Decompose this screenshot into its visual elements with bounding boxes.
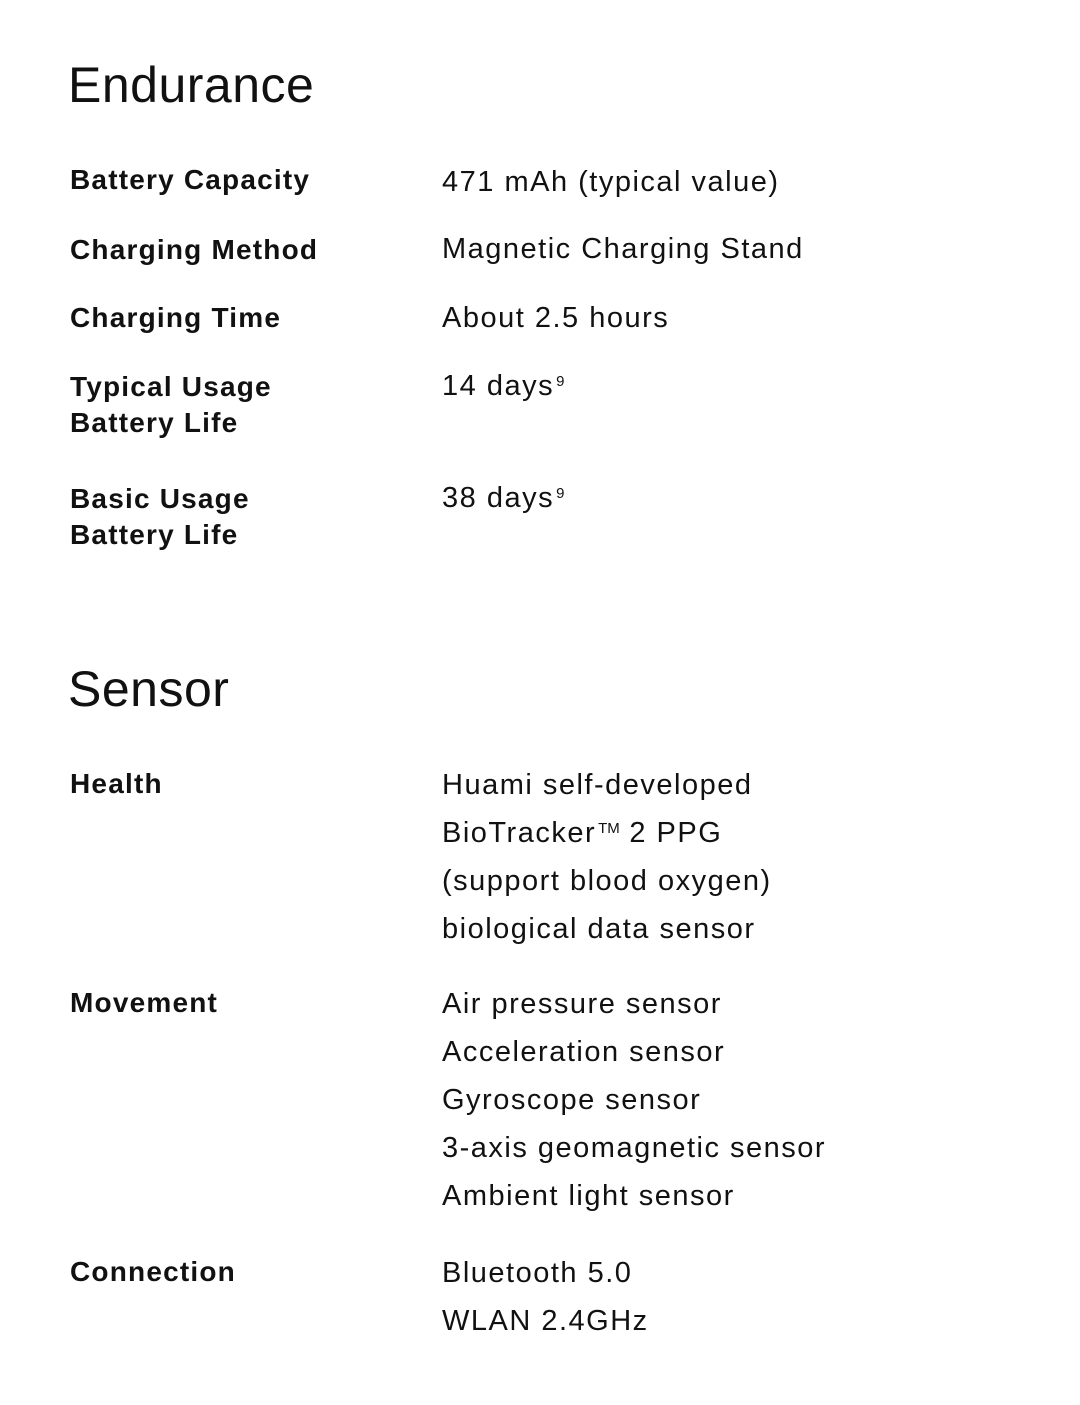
health-label: Health [70,768,163,799]
charging-time-label: Charging Time [70,302,282,333]
battery-capacity-value: 471 mAh (typical value) [442,166,780,198]
connection-line-2: WLAN 2.4GHz [442,1305,649,1337]
trademark-mark: TM [598,820,620,837]
typical-usage-days: 14 days [442,370,555,402]
typical-usage-label [70,369,272,441]
charging-time-value: About 2.5 hours [442,302,670,334]
connection-label: Connection [70,1256,236,1287]
endurance-title: Endurance [68,57,315,113]
health-line-1: Huami self-developed [442,769,753,801]
typical-usage-label-line1: Typical Usage [70,371,272,402]
health-line-2 [442,809,772,857]
basic-usage-days: 38 days [442,482,555,514]
movement-value [442,980,826,1220]
connection-value [442,1249,649,1345]
battery-capacity-label: Battery Capacity [70,164,311,195]
health-line-3: (support blood oxygen) [442,865,772,897]
movement-line-4: 3-axis geomagnetic sensor [442,1132,827,1164]
charging-method-label: Charging Method [70,234,319,265]
typical-usage-footnote: 9 [556,373,565,390]
typical-usage-value [442,368,564,404]
ppg-text: 2 PPG [619,817,723,849]
biotracker-text: BioTracker [442,817,597,849]
basic-usage-label-line1: Basic Usage [70,483,250,514]
basic-usage-footnote: 9 [556,485,565,502]
movement-line-2: Acceleration sensor [442,1036,726,1068]
sensor-title: Sensor [68,661,230,717]
charging-method-value: Magnetic Charging Stand [442,233,804,265]
basic-usage-label [70,481,250,553]
health-line-4: biological data sensor [442,913,756,945]
basic-usage-value [442,480,564,516]
movement-line-3: Gyroscope sensor [442,1084,702,1116]
health-value [442,761,772,953]
movement-line-5: Ambient light sensor [442,1180,735,1212]
basic-usage-label-line2: Battery Life [70,519,239,550]
connection-line-1: Bluetooth 5.0 [442,1257,633,1289]
movement-label: Movement [70,987,219,1018]
typical-usage-label-line2: Battery Life [70,407,239,438]
movement-line-1: Air pressure sensor [442,988,722,1020]
